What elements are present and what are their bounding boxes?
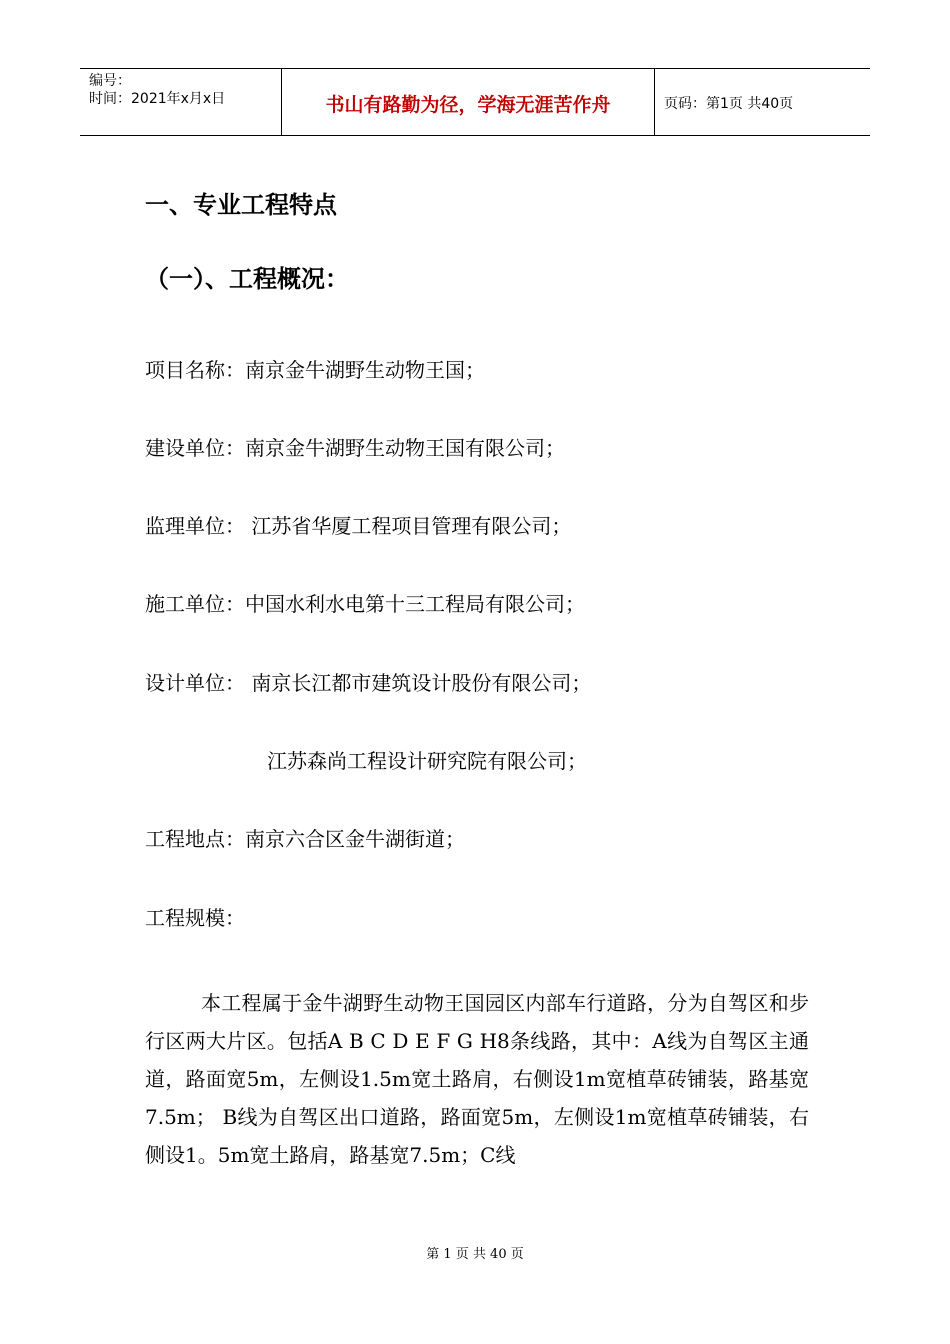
subsection-heading: （一）、工程概况： (145, 265, 349, 293)
scale-paragraph: 本工程属于金牛湖野生动物王国园区内部车行道路，分为自驾区和步行区两大片区。包括A B C D E F G H8条线路，其中：A线为自驾区主通道，路面宽5m，左侧设1.5m宽土路肩，右侧设1m宽植草砖铺装，路基宽7.5m； B线为自驾区出口道路，路面宽5m，左侧设1m宽植草砖铺装，右侧设1。5m宽土路肩，路基宽7.5m；C线 (145, 991, 809, 1167)
header-page-info: 页码：第1页 共40页 (664, 96, 794, 112)
scale-line: 工程规模： (145, 906, 245, 930)
page-footer: 第 1 页 共 40 页 (426, 1247, 524, 1262)
designer-line-2: 江苏森尚工程设计研究院有限公司； (267, 749, 587, 773)
document-number-label: 编号： (89, 73, 131, 89)
designer-line: 设计单位： 南京长江都市建筑设计股份有限公司； (145, 671, 592, 695)
header-middle-cell (282, 69, 655, 135)
page-header (80, 68, 870, 136)
header-right-cell (655, 69, 870, 135)
header-left-cell (80, 69, 282, 135)
header-motto: 书山有路勤为径，学海无涯苦作舟 (325, 94, 611, 116)
project-name-line: 项目名称：南京金牛湖野生动物王国； (145, 358, 485, 382)
location-line: 工程地点：南京六合区金牛湖街道； (145, 827, 465, 851)
contractor-line: 施工单位：中国水利水电第十三工程局有限公司； (145, 592, 585, 616)
supervisor-line: 监理单位： 江苏省华厦工程项目管理有限公司； (145, 514, 572, 538)
section-heading: 一、专业工程特点 (145, 191, 337, 219)
document-time-label: 时间：2021年x月x日 (89, 91, 226, 107)
owner-line: 建设单位：南京金牛湖野生动物王国有限公司； (145, 436, 565, 460)
